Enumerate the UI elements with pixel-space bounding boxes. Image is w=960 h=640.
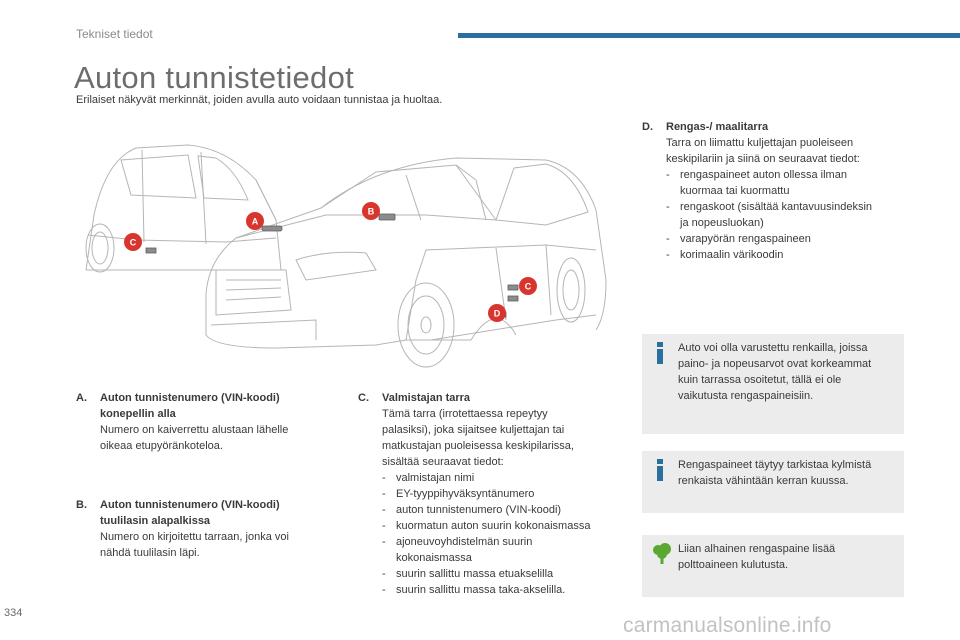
item-b-line-2: nähdä tuulilasin läpi. <box>100 547 200 559</box>
marker-b <box>362 202 380 220</box>
list-item: - kuormatun auton suurin kokonaismassa <box>382 520 591 532</box>
item-a-heading-2: konepellin alla <box>100 408 176 420</box>
item-d <box>642 119 912 263</box>
header-rule <box>458 33 960 38</box>
page-title: Auton tunnistetiedot <box>74 60 355 95</box>
svg-text:D: D <box>493 308 501 319</box>
list-item: - korimaalin värikoodin <box>666 249 784 261</box>
marker-d <box>488 304 506 322</box>
item-c <box>358 390 623 598</box>
item-a-letter: A. <box>76 392 87 404</box>
item-d-heading: Rengas-/ maalitarra <box>666 121 769 133</box>
info-note-tyre-load: Auto voi olla varustettu renkailla, joissa paino- ja nopeusarvot ovat korkeammat kuin tarrassa osoitetut, tällä ei ole vaikutusta rengaspaineisiin. <box>642 334 904 434</box>
item-b <box>76 497 336 561</box>
tree-icon <box>652 542 672 564</box>
item-a-line-1: Numero on kaiverrettu alustaan lähelle <box>100 424 289 436</box>
item-a <box>76 390 336 454</box>
item-d-line-1: Tarra on liimattu kuljettajan puoleiseen <box>666 137 854 149</box>
marker-c-right <box>519 277 537 295</box>
marker-a <box>246 212 264 230</box>
info-icon <box>654 342 666 364</box>
item-c-line-4: sisältää seuraavat tiedot: <box>382 456 504 468</box>
page-subtitle: Erilaiset näkyvät merkinnät, joiden avulla auto voidaan tunnistaa ja huoltaa. <box>76 94 443 106</box>
item-c-list <box>358 470 623 598</box>
list-item: - valmistajan nimi <box>382 472 475 484</box>
item-c-line-1: Tämä tarra (irrotettaessa repeytyy <box>382 408 548 420</box>
item-d-line-2: keskipilariin ja siinä on seuraavat tiedot: <box>666 153 860 165</box>
item-b-heading: Auton tunnistenumero (VIN-koodi) <box>100 499 280 511</box>
item-c-line-3: matkustajan puoleisessa keskipilarissa, <box>382 440 574 452</box>
svg-text:C: C <box>129 237 137 248</box>
item-c-heading: Valmistajan tarra <box>382 392 471 404</box>
info-note-tyre-pressure: Rengaspaineet täytyy tarkistaa kylmistä renkaista vähintään kerran kuussa. <box>642 451 904 513</box>
car-illustration <box>76 120 616 390</box>
item-b-line-1: Numero on kirjoitettu tarraan, jonka voi <box>100 531 289 543</box>
list-item: ja nopeusluokan) <box>680 217 764 229</box>
list-item: - suurin sallittu massa taka-akselilla. <box>382 584 566 596</box>
list-item: - rengaskoot (sisältää kantavuusindeksin <box>666 201 873 213</box>
svg-text:B: B <box>367 206 375 217</box>
list-item: - rengaspaineet auton ollessa ilman <box>666 169 847 181</box>
info-icon <box>654 459 666 481</box>
watermark: carmanualsonline.info <box>623 614 832 637</box>
marker-c-left <box>124 233 142 251</box>
list-item: kokonaismassa <box>396 552 472 564</box>
list-item: - EY-tyyppihyväksyntänumero <box>382 488 535 500</box>
svg-text:A: A <box>251 216 259 227</box>
item-c-letter: C. <box>358 392 369 404</box>
item-d-letter: D. <box>642 121 653 133</box>
list-item: - auton tunnistenumero (VIN-koodi) <box>382 504 562 516</box>
list-item: - varapyörän rengaspaineen <box>666 233 811 245</box>
list-item: - ajoneuvoyhdistelmän suurin <box>382 536 533 548</box>
list-item: kuormaa tai kuormattu <box>680 185 790 197</box>
list-item: - suurin sallittu massa etuakselilla <box>382 568 554 580</box>
eco-note: Liian alhainen rengaspaine lisää polttoaineen kulutusta. <box>642 535 904 597</box>
item-c-line-2: palasiksi), joka sijaitsee kuljettajan tai <box>382 424 565 436</box>
item-b-heading-2: tuulilasin alapalkissa <box>100 515 211 527</box>
item-b-letter: B. <box>76 499 87 511</box>
section-title: Tekniset tiedot <box>76 27 153 41</box>
item-a-line-2: oikeaa etupyöränkoteloa. <box>100 440 223 452</box>
page-number: 334 <box>4 607 23 619</box>
item-a-heading: Auton tunnistenumero (VIN-koodi) <box>100 392 280 404</box>
item-d-list <box>642 167 912 263</box>
svg-text:C: C <box>524 281 532 292</box>
